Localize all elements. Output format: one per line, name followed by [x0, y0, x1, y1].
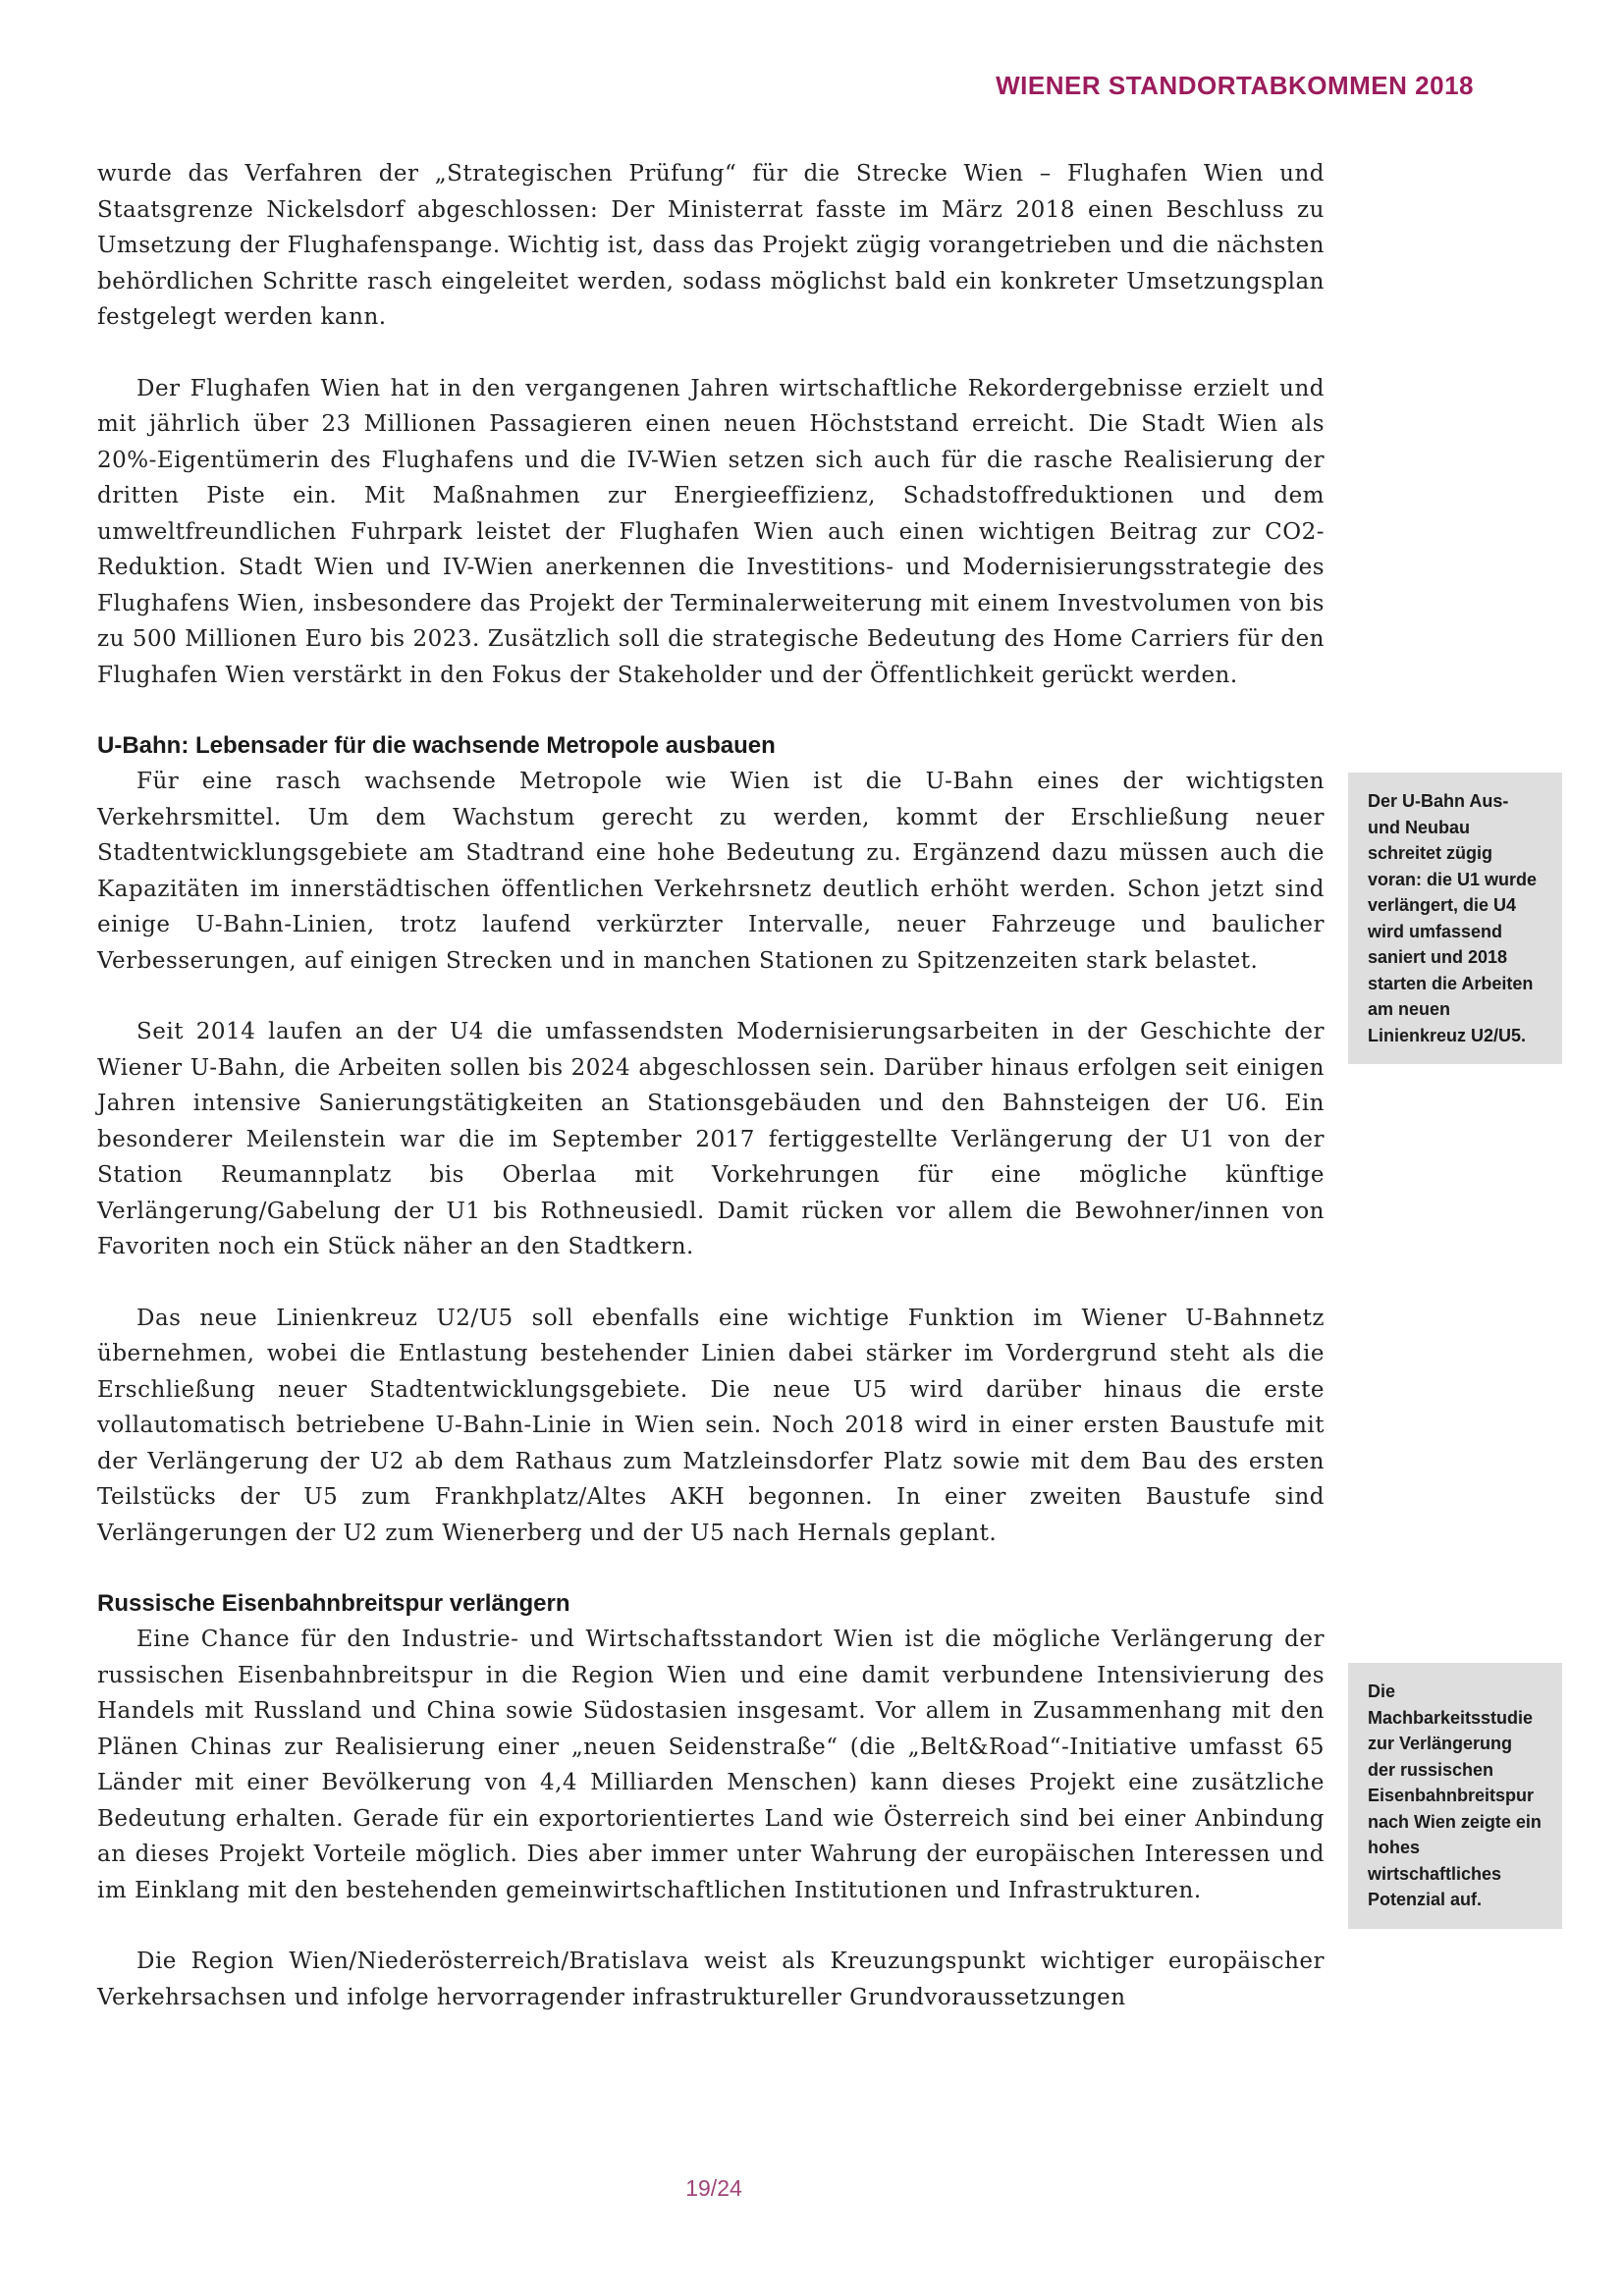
sidebar-note-broad-gauge: Die Machbarkeitsstudie zur Verlängerung der russischen Eisenbahnbreitspur nach Wien zeigte ein hohes wirtschaftliches Potenzial auf. — [1348, 1663, 1562, 1929]
paragraph-airport: Der Flughafen Wien hat in den vergangenen Jahren wirtschaftliche Rekordergebnisse erzielt und mit jährlich über 23 Millionen Passagieren einen neuen Höchststand erreicht. Die Stadt Wien als 20%-Eigentümerin des Flughafens und die IV-Wien setzen sich auch für die rasche Realisierung der dritten Piste ein. Mit Maßnahmen zur Energieeffizienz, Schadstoffreduktionen und dem umweltfreundlichen Fuhrpark leistet der Flughafen Wien auch einen wichtigen Beitrag zur CO2-Reduktion. Stadt Wien und IV-Wien anerkennen die Investitions- und Modernisierungsstrategie des Flughafens Wien, insbesondere das Projekt der Terminalerweiterung mit einem Investvolumen von bis zu 500 Millionen Euro bis 2023. Zusätzlich soll die strategische Bedeutung des Home Carriers für den Flughafen Wien verstärkt in den Fokus der Stakeholder und der Öffentlichkeit gerückt werden. — [97, 375, 1325, 688]
section-heading-ubahn: U-Bahn: Lebensader für die wachsende Metropole ausbauen — [97, 732, 776, 759]
paragraph-ubahn-intro: Für eine rasch wachsende Metropole wie Wien ist die U-Bahn eines der wichtigsten Verkehrsmittel. Um dem Wachstum gerecht zu werden, kommt der Erschließung neuer Stadtentwicklungsgebiete am Stadtrand eine hohe Bedeutung zu. Ergänzend dazu müssen auch die Kapazitäten im innerstädtischen öffentlichen Verkehrsnetz deutlich erhöht werden. Schon jetzt sind einige U-Bahn-Linien, trotz laufend verkürzter Intervalle, neuer Fahrzeuge und baulicher Verbesserungen, auf einigen Strecken und in manchen Stationen zu Spitzenzeiten stark belastet. — [97, 769, 1325, 974]
main-text-column — [97, 156, 1325, 2051]
sidebar-note-ubahn: Der U-Bahn Aus- und Neubau schreitet zügig voran: die U1 wurde verlängert, die U4 wird umfassend saniert und 2018 starten die Arbeiten am neuen Linienkreuz U2/U5. — [1348, 773, 1562, 1064]
running-header: WIENER STANDORTABKOMMEN 2018 — [996, 71, 1474, 100]
paragraph-u4-modernisation: Seit 2014 laufen an der U4 die umfassendsten Modernisierungsarbeiten in der Geschichte der Wiener U-Bahn, die Arbeiten sollen bis 2024 abgeschlossen sein. Darüber hinaus erfolgen seit einigen Jahren intensive Sanierungstätigkeiten an Stationsgebäuden und den Bahnsteigen der U6. Ein besonderer Meilenstein war die im September 2017 fertiggestellte Verlängerung der U1 von der Station Reumannplatz bis Oberlaa mit Vorkehrungen für eine mögliche künftige Verlängerung/Gabelung der U1 bis Rothneusiedl. Damit rücken vor allem die Bewohner/innen von Favoriten noch ein Stück näher an den Stadtkern. — [97, 1019, 1325, 1259]
paragraph-continuation: wurde das Verfahren der „Strategischen Prüfung“ für die Strecke Wien – Flughafen Wien und Staatsgrenze Nickelsdorf abgeschlossen: Der Ministerrat fasste im März 2018 einen Beschluss zu Umsetzung der Flughafenspange. Wichtig ist, dass das Projekt zügig vorangetrieben und die nächsten behördlichen Schritte rasch eingeleitet werden, sodass möglichst bald ein konkreter Umsetzungsplan festgelegt werden kann. — [97, 161, 1325, 330]
paragraph-broad-gauge: Eine Chance für den Industrie- und Wirtschaftsstandort Wien ist die mögliche Verlängerung der russischen Eisenbahnbreitspur in die Region Wien und eine damit verbundene Intensivierung des Handels mit Russland und China sowie Südostasien insgesamt. Vor allem in Zusammenhang mit den Plänen Chinas zur Realisierung einer „neuen Seidenstraße“ (die „Belt&Road“-Initiative umfasst 65 Länder mit einer Bevölkerung von 4,4 Milliarden Menschen) kann dieses Projekt eine zusätzliche Bedeutung erhalten. Gerade für ein exportorientiertes Land wie Österreich sind bei einer Anbindung an dieses Projekt Vorteile möglich. Dies aber immer unter Wahrung der europäischen Interessen und im Einklang mit den bestehenden gemeinwirtschaftlichen Institutionen und Infrastrukturen. — [97, 1627, 1325, 1903]
paragraph-region: Die Region Wien/Niederösterreich/Bratislava weist als Kreuzungspunkt wichtiger europäischer Verkehrsachsen und infolge hervorragender infrastruktureller Grundvoraussetzungen — [97, 1949, 1325, 2010]
paragraph-u2-u5: Das neue Linienkreuz U2/U5 soll ebenfalls eine wichtige Funktion im Wiener U-Bahnnetz übernehmen, wobei die Entlastung bestehender Linien dabei stärker im Vordergrund steht als die Erschließung neuer Stadtentwicklungsgebiete. Die neue U5 wird darüber hinaus die erste vollautomatisch betriebene U-Bahn-Linie in Wien sein. Noch 2018 wird in einer ersten Baustufe mit der Verlängerung der U2 ab dem Rathaus zum Matzleinsdorfer Platz sowie mit dem Bau des ersten Teilstücks der U5 zum Frankhplatz/Altes AKH begonnen. In einer zweiten Baustufe sind Verlängerungen der U2 zum Wienerberg und der U5 nach Hernals geplant. — [97, 1305, 1325, 1546]
page-number: 19/24 — [685, 2175, 742, 2201]
section-heading-broad-gauge: Russische Eisenbahnbreitspur verlängern — [97, 1590, 570, 1617]
